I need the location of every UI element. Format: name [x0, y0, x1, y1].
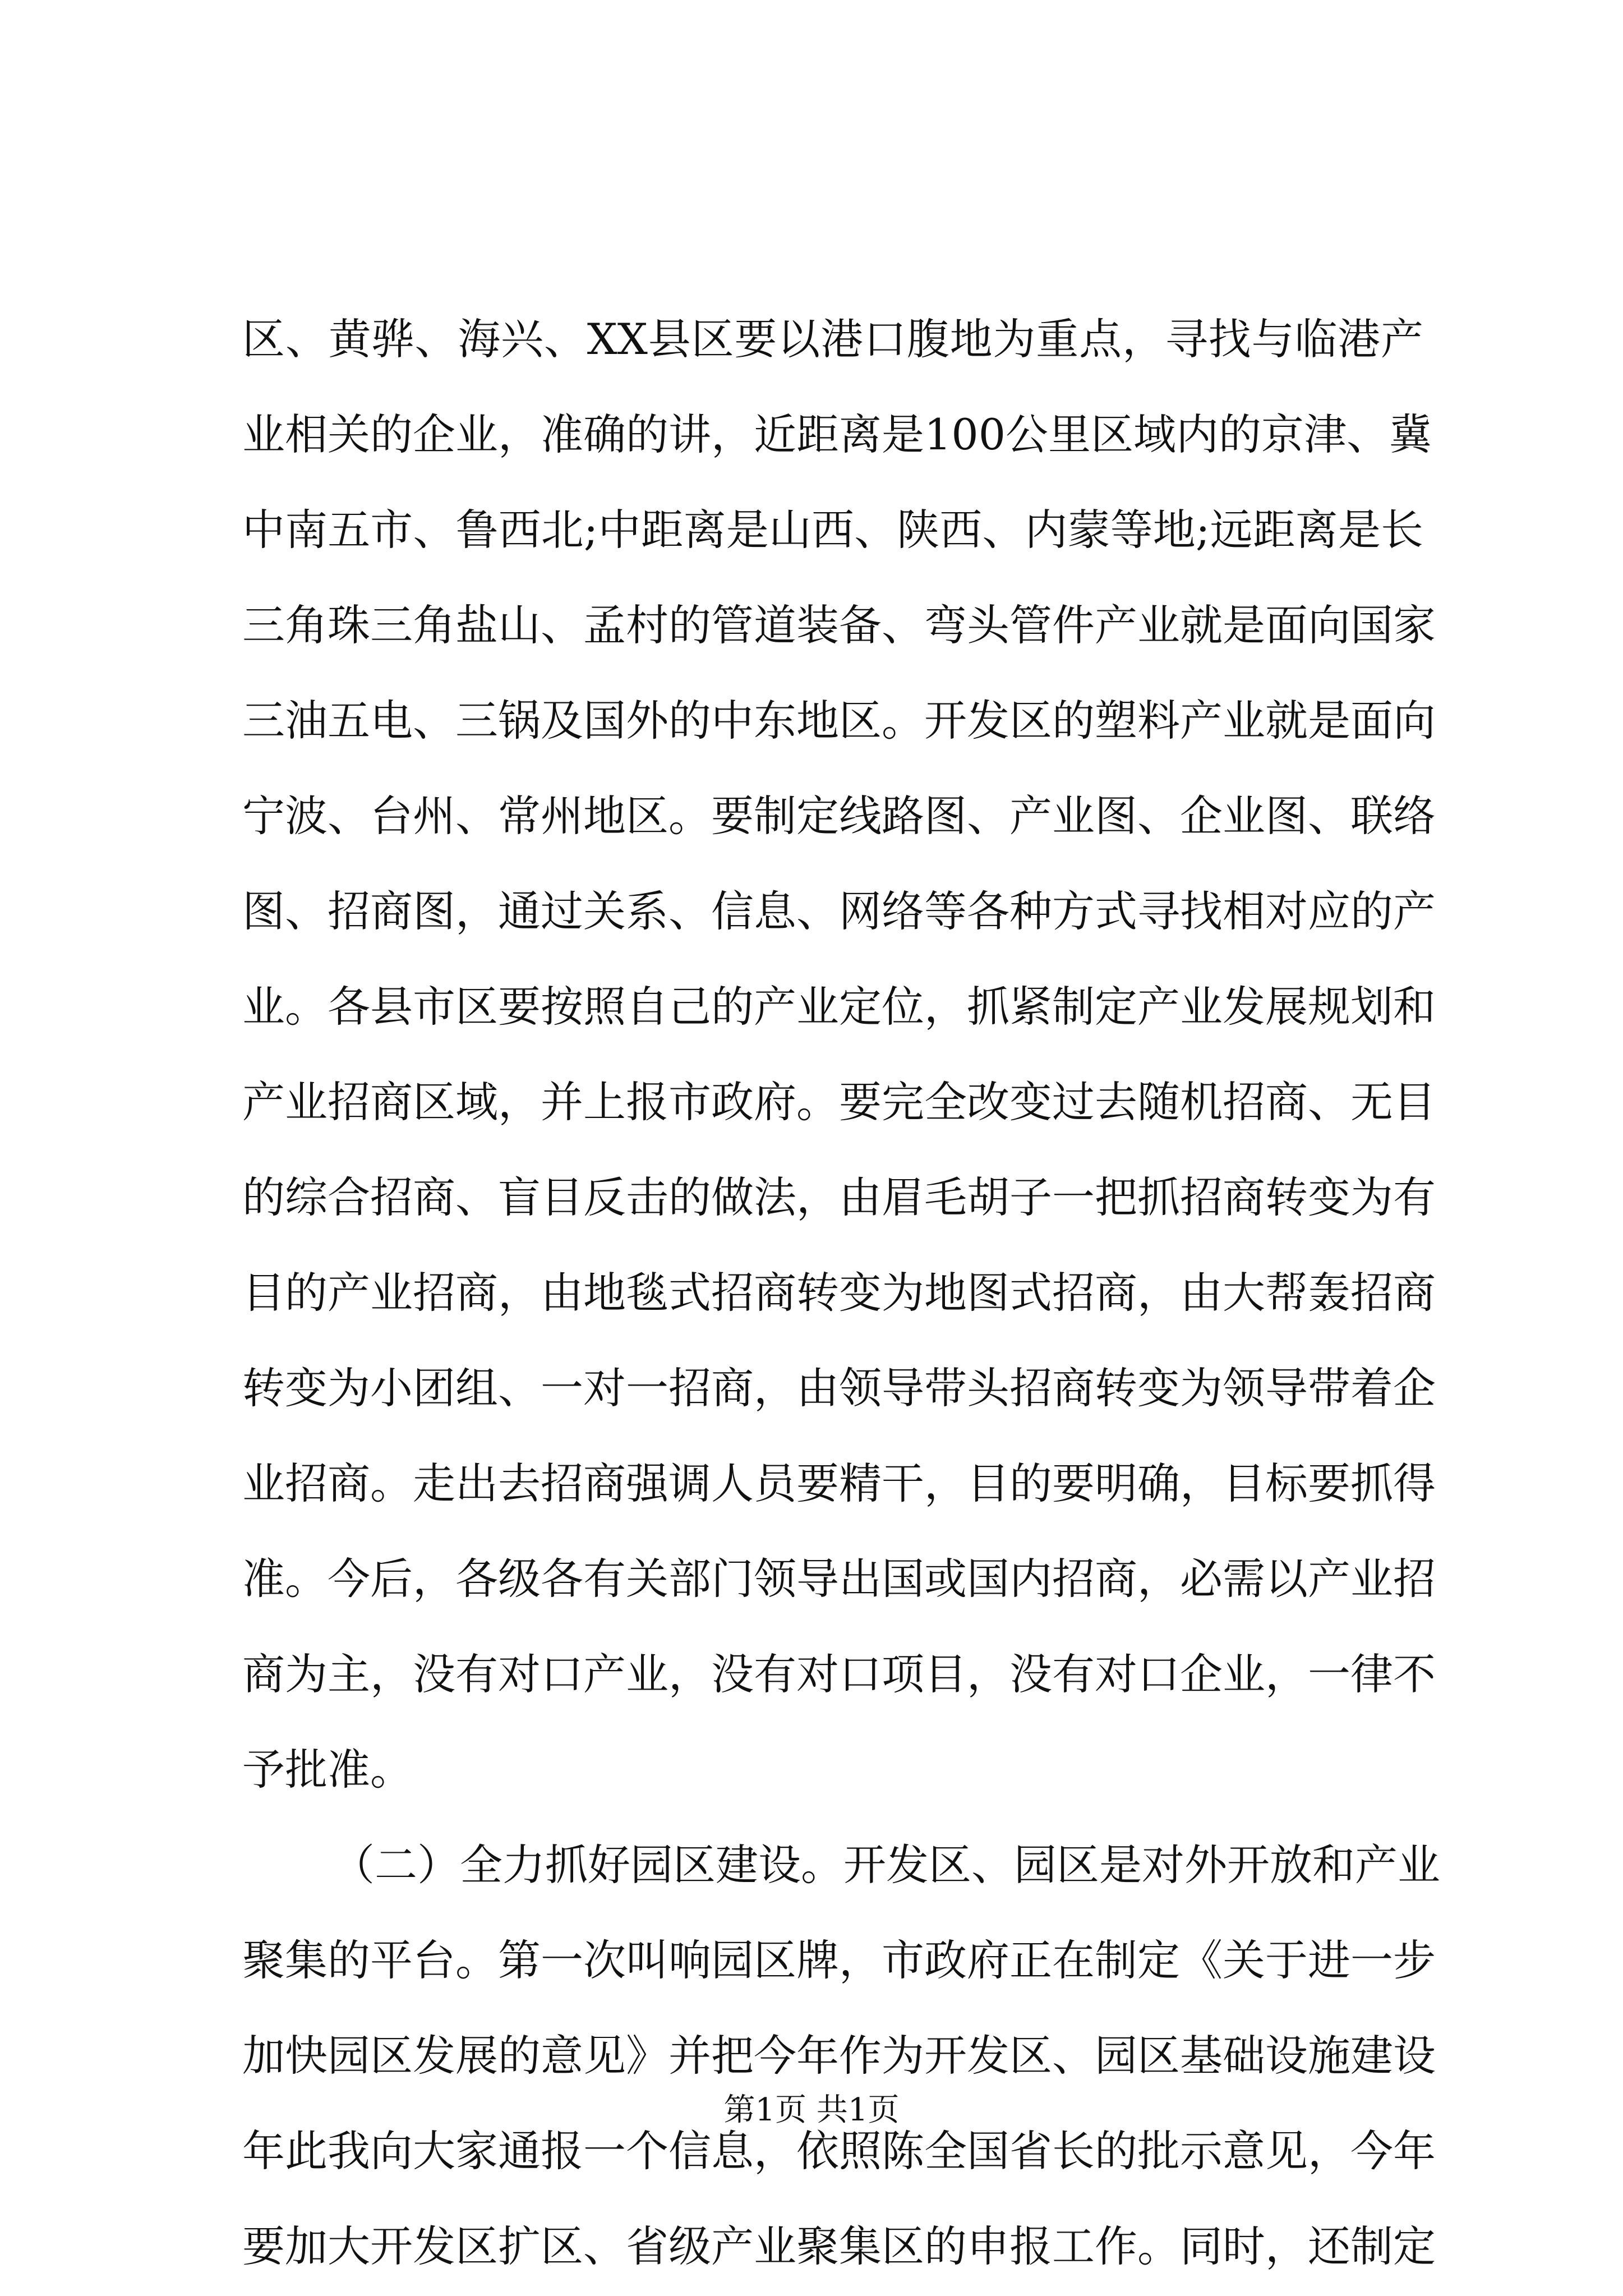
text-line: 业招商。走出去招商强调人员要精干，目的要明确，目标要抓得 — [242, 1458, 1436, 1508]
text-line: 业相关的企业，准确的讲，近距离是100公里区域内的京津、冀 — [242, 409, 1432, 459]
text-line: 目的产业招商，由地毯式招商转变为地图式招商，由大帮轰招商 — [242, 1268, 1436, 1318]
page-number-footer: 第1页 共1页 — [723, 2092, 900, 2128]
text-line: 年此我向大家通报一个信息，依照陈全国省长的批示意见，今年 — [242, 2126, 1436, 2176]
text-line: 准。今后，各级各有关部门领导出国或国内招商，必需以产业招 — [242, 1554, 1436, 1604]
text-line: 加快园区发展的意见》并把今年作为开发区、园区基础设施建设 — [242, 2031, 1436, 2081]
text-line: 予批准。 — [242, 1745, 413, 1795]
text-line: 业。各县市区要按照自己的产业定位，抓紧制定产业发展规划和 — [242, 982, 1436, 1032]
section-heading-line: （二）全力抓好园区建设。开发区、园区是对外开放和产业 — [332, 1840, 1440, 1890]
text-line: 商为主，没有对口产业，没有对口项目，没有对口企业，一律不 — [242, 1649, 1436, 1699]
text-line: 区、黄骅、海兴、XX县区要以港口腹地为重点，寻找与临港产 — [242, 314, 1423, 364]
text-line: 要加大开发区扩区、省级产业聚集区的申报工作。同时，还制定 — [242, 2221, 1436, 2271]
text-line: 图、招商图，通过关系、信息、网络等各种方式寻找相对应的产 — [242, 886, 1436, 936]
text-line: 三角珠三角盐山、孟村的管道装备、弯头管件产业就是面向国家 — [242, 600, 1436, 650]
text-line: 产业招商区域，并上报市政府。要完全改变过去随机招商、无目 — [242, 1077, 1436, 1127]
text-line: 聚集的平台。第一次叫响园区牌，市政府正在制定《关于进一步 — [242, 1935, 1436, 1985]
text-line: 中南五市、鲁西北;中距离是山西、陕西、内蒙等地;远距离是长 — [242, 505, 1423, 555]
text-line: 三油五电、三锅及国外的中东地区。开发区的塑料产业就是面向 — [242, 696, 1436, 746]
text-line: 转变为小团组、一对一招商，由领导带头招商转变为领导带着企 — [242, 1363, 1436, 1413]
text-line: 宁波、台州、常州地区。要制定线路图、产业图、企业图、联络 — [242, 791, 1436, 841]
body-text — [242, 292, 1440, 2294]
text-line: 的综合招商、盲目反击的做法，由眉毛胡子一把抓招商转变为有 — [242, 1172, 1436, 1222]
